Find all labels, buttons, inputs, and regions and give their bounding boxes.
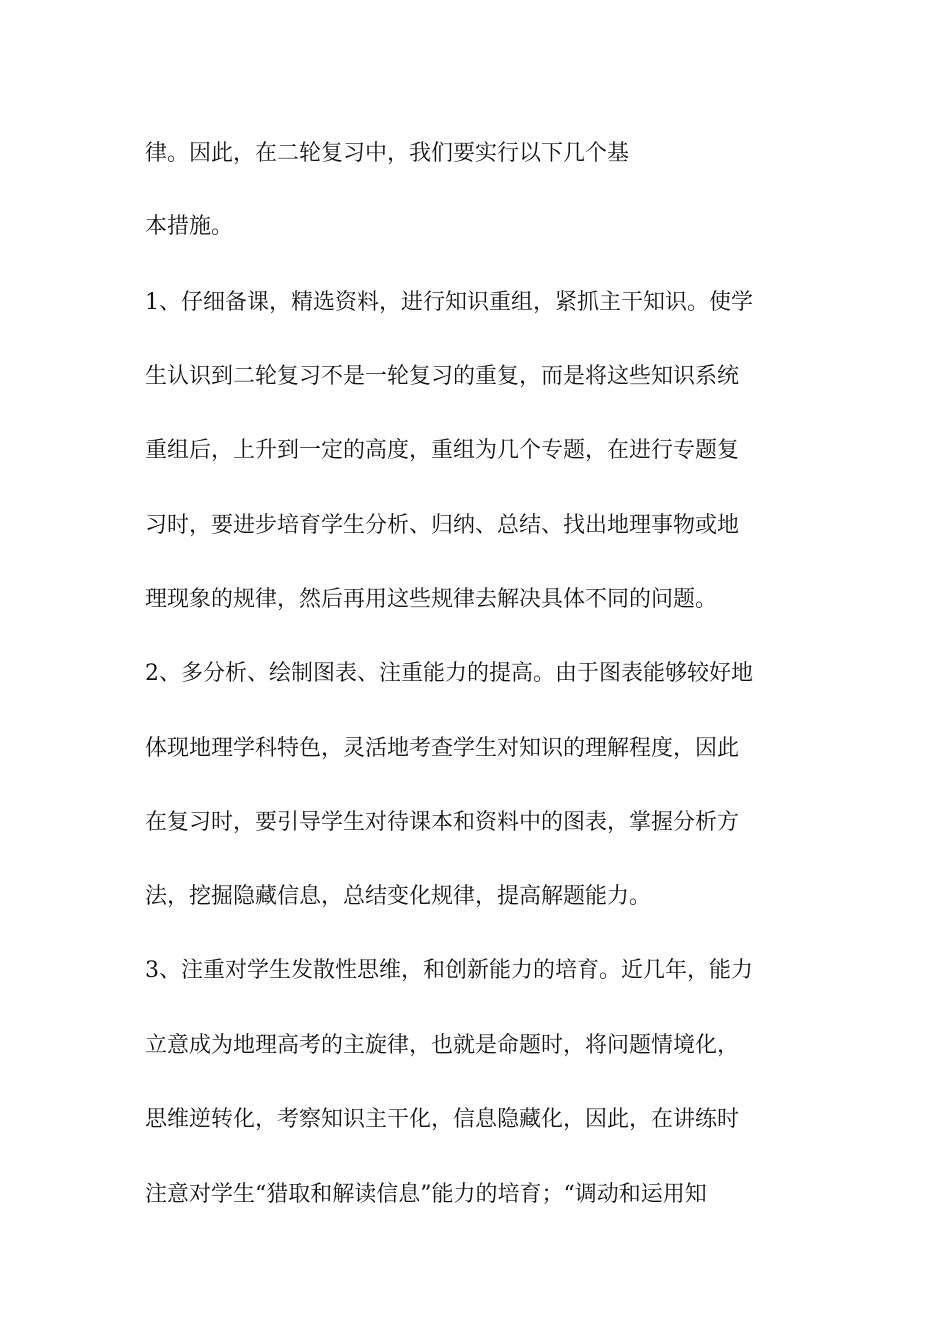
text-line: 律。因此，在二轮复习中，我们要实行以下几个基 bbox=[145, 141, 630, 166]
text-line: 理现象的规律，然后再用这些规律去解决具体不同的问题。 bbox=[145, 587, 718, 612]
text-line: 2、多分析、绘制图表、注重能力的提高。由于图表能够较好地 bbox=[145, 661, 753, 686]
text-line: 习时，要进步培育学生分析、归纳、总结、找出地理事物或地 bbox=[145, 513, 740, 538]
text-line: 3、注重对学生发散性思维，和创新能力的培育。近几年，能力 bbox=[145, 958, 753, 983]
text-line: 重组后，上升到一定的高度，重组为几个专题，在进行专题复 bbox=[145, 438, 740, 463]
text-line: 法，挖掘隐藏信息，总结变化规律，提高解题能力。 bbox=[145, 884, 652, 909]
text-line: 注意对学生“猎取和解读信息”能力的培育；“调动和运用知 bbox=[145, 1182, 707, 1207]
text-line: 本措施。 bbox=[145, 214, 234, 239]
text-line: 生认识到二轮复习不是一轮复习的重复，而是将这些知识系统 bbox=[145, 364, 740, 389]
text-line: 体现地理学科特色，灵活地考查学生对知识的理解程度，因此 bbox=[145, 736, 740, 761]
text-line: 思维逆转化，考察知识主干化，信息隐藏化，因此，在讲练时 bbox=[145, 1107, 740, 1132]
text-line: 1、仔细备课，精选资料，进行知识重组，紧抓主干知识。使学 bbox=[145, 290, 753, 315]
text-line: 在复习时，要引导学生对待课本和资料中的图表，掌握分析方 bbox=[145, 810, 740, 835]
text-line: 立意成为地理高考的主旋律，也就是命题时，将问题情境化， bbox=[145, 1033, 740, 1058]
